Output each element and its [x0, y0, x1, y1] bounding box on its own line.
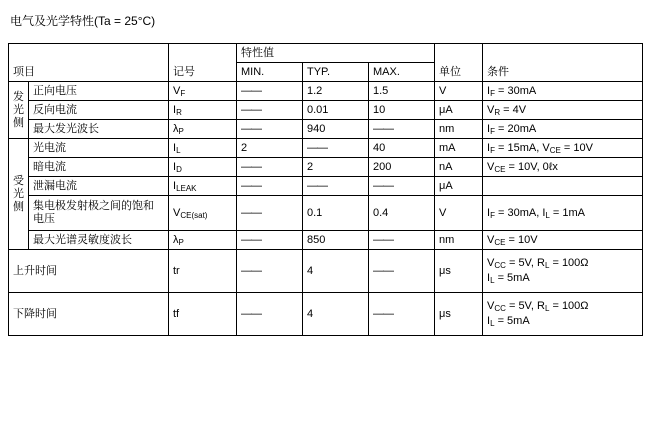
row-min: 2 — [237, 139, 303, 158]
row-unit: nA — [435, 158, 483, 177]
row-symbol: $I_{LEAK}$ — [169, 177, 237, 196]
row-min: —— — [237, 250, 303, 293]
row-condition: $I_F = 20mA$ — [483, 120, 643, 139]
row-item: 最大光谱灵敏度波长 — [29, 231, 169, 250]
condition-line-2: $I_L = 5mA$ — [487, 272, 530, 285]
row-max: —— — [369, 250, 435, 293]
row-item: 反向电流 — [29, 101, 169, 120]
table-row — [9, 177, 643, 196]
row-typ: 0.01 — [303, 101, 369, 120]
row-min: —— — [237, 158, 303, 177]
row-typ: 850 — [303, 231, 369, 250]
row-item: 暗电流 — [29, 158, 169, 177]
row-max: 1.5 — [369, 82, 435, 101]
row-symbol: $V_F$ — [169, 82, 237, 101]
row-item: 泄漏电流 — [29, 177, 169, 196]
row-unit: nm — [435, 120, 483, 139]
row-condition — [483, 293, 643, 336]
row-typ: 4 — [303, 293, 369, 336]
row-max: 10 — [369, 101, 435, 120]
row-item: 下降时间 — [9, 293, 169, 336]
header-symbol: 记号 — [169, 44, 237, 82]
row-typ: 1.2 — [303, 82, 369, 101]
row-condition: $I_F = 15mA$, $V_{CE} = 10V$ — [483, 139, 643, 158]
row-typ: 4 — [303, 250, 369, 293]
row-symbol: $I_L$ — [169, 139, 237, 158]
row-typ: 0.1 — [303, 196, 369, 231]
condition-line-1: $V_{CC} = 5V$, $R_L = 100\Omega$ — [487, 300, 589, 313]
header-max: MAX. — [369, 63, 435, 82]
row-min: —— — [237, 101, 303, 120]
row-typ: —— — [303, 139, 369, 158]
table-row — [9, 120, 643, 139]
row-symbol: tr — [169, 250, 237, 293]
table-row — [9, 196, 643, 231]
row-item: 集电极发射极之间的饱和电压 — [29, 196, 169, 231]
row-item: 上升时间 — [9, 250, 169, 293]
row-symbol: $\lambda_P$ — [169, 231, 237, 250]
table-row — [9, 139, 643, 158]
row-max: —— — [369, 120, 435, 139]
row-condition: $V_R = 4V$ — [483, 101, 643, 120]
row-max: 40 — [369, 139, 435, 158]
row-item: 正向电压 — [29, 82, 169, 101]
row-typ: —— — [303, 177, 369, 196]
row-max: 0.4 — [369, 196, 435, 231]
side-label-emitter: 发光侧 — [9, 82, 29, 139]
row-max: —— — [369, 177, 435, 196]
table-row — [9, 158, 643, 177]
row-condition — [483, 177, 643, 196]
row-typ: 940 — [303, 120, 369, 139]
row-min: —— — [237, 177, 303, 196]
table-row — [9, 82, 643, 101]
row-symbol: $I_R$ — [169, 101, 237, 120]
row-unit: V — [435, 196, 483, 231]
side-label-receiver: 受光侧 — [9, 139, 29, 250]
row-min: —— — [237, 196, 303, 231]
row-item: 光电流 — [29, 139, 169, 158]
table-row — [9, 250, 643, 293]
row-min: —— — [237, 293, 303, 336]
row-max: —— — [369, 231, 435, 250]
page-title: 电气及光学特性(Ta = 25°C) — [10, 14, 156, 28]
row-item: 最大发光波长 — [29, 120, 169, 139]
table-row — [9, 101, 643, 120]
table-row — [9, 293, 643, 336]
row-min: —— — [237, 120, 303, 139]
row-symbol: $\lambda_P$ — [169, 120, 237, 139]
header-unit: 单位 — [435, 44, 483, 82]
row-unit: μA — [435, 101, 483, 120]
row-unit: μs — [435, 293, 483, 336]
row-condition: $I_F = 30mA$ — [483, 82, 643, 101]
row-max: 200 — [369, 158, 435, 177]
header-min: MIN. — [237, 63, 303, 82]
row-condition: $V_{CE} = 10V$ — [483, 231, 643, 250]
condition-line-2: $I_L = 5mA$ — [487, 315, 530, 328]
row-condition — [483, 250, 643, 293]
row-unit: mA — [435, 139, 483, 158]
table-row — [9, 231, 643, 250]
row-min: —— — [237, 82, 303, 101]
header-item: 项目 — [9, 44, 169, 82]
row-max: —— — [369, 293, 435, 336]
row-min: —— — [237, 231, 303, 250]
header-condition: 条件 — [483, 44, 643, 82]
row-unit: μA — [435, 177, 483, 196]
row-typ: 2 — [303, 158, 369, 177]
row-condition: $V_{CE} = 10V$, 0ℓx — [483, 158, 643, 177]
condition-line-1: $V_{CC} = 5V$, $R_L = 100\Omega$ — [487, 257, 589, 270]
row-symbol: $I_D$ — [169, 158, 237, 177]
electro-optical-characteristics-table — [8, 43, 643, 336]
row-symbol: $V_{CE(sat)}$ — [169, 196, 237, 231]
table-header-row-1 — [9, 44, 643, 63]
row-unit: nm — [435, 231, 483, 250]
row-unit: V — [435, 82, 483, 101]
header-typ: TYP. — [303, 63, 369, 82]
row-unit: μs — [435, 250, 483, 293]
row-symbol: tf — [169, 293, 237, 336]
row-condition: $I_F = 30mA$, $I_L = 1mA$ — [483, 196, 643, 231]
header-characteristic-value: 特性值 — [237, 44, 435, 63]
